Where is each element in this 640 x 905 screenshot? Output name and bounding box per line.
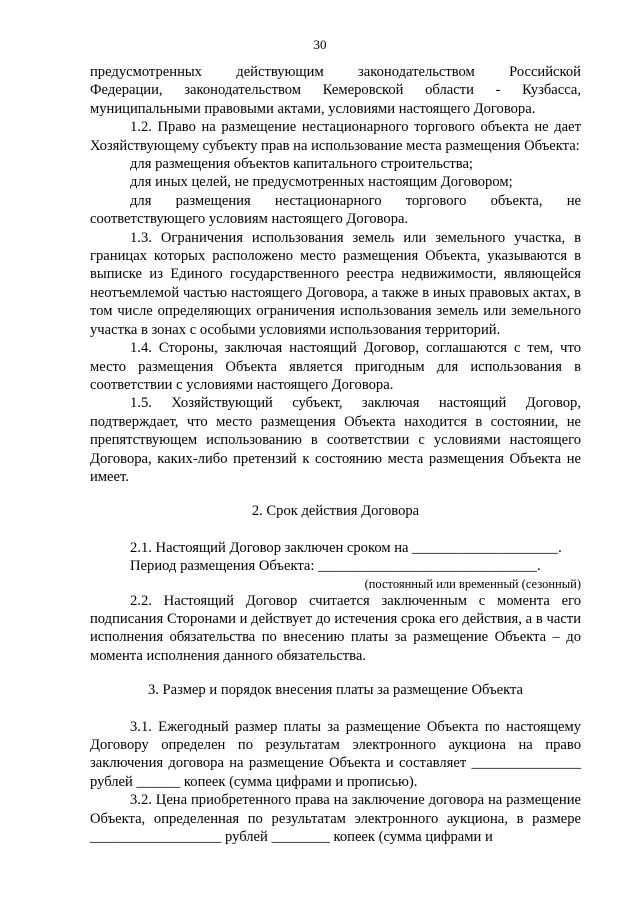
clause-2-1: 2.1. Настоящий Договор заключен сроком на ____________________.	[130, 539, 562, 556]
clause-2-2: 2.2. Настоящий Договор считается заключенным с момента его подписания Сторонами и действует до истечения срока его действия, а в части исполнения обязательства по внесению платы за размещение Объекта – до момента исполнения данного обязательства.	[90, 592, 581, 664]
clause-1-5: 1.5. Хозяйствующий субъект, заключая настоящий Договор, подтверждает, что место размещения Объекта находится в состоянии, не препятствующем использованию в соответствии с условиями настоящего Договора, каких-либо претензий к состоянию места размещения Объекта не имеет.	[90, 395, 581, 485]
page-number: 30	[313, 37, 327, 52]
section-3-heading: 3. Размер и порядок внесения платы за размещение Объекта	[147, 682, 524, 699]
section-2-heading: 2. Срок действия Договора	[251, 503, 420, 520]
clause-1-2: 1.2. Право на размещение нестационарного торгового объекта не дает Хозяйствующему субъекту прав на использование места размещения Объекта:	[90, 119, 581, 154]
clause-2-1-period: Период размещения Объекта: ______________________________.	[130, 558, 541, 575]
clause-1-2-item-a: для размещения объектов капитального строительства;	[130, 156, 473, 173]
clause-2-1-hint: (постоянный или временный (сезонный)	[364, 576, 581, 591]
clause-1-2-item-c: для размещения нестационарного торгового объекта, не соответствующего условиям настоящего Договора.	[90, 192, 581, 228]
clause-3-1: 3.1. Ежегодный размер платы за размещение Объекта по настоящему Договору определен по результатам электронного аукциона на право заключения договора на размещение Объекта и составляет _______________ рублей ______ копеек (сумма цифрами и прописью).	[90, 718, 581, 790]
clause-1-3: 1.3. Ограничения использования земель или земельного участка, в границах которых расположено место размещения Объекта, указываются в выписке из Единого государственного реестра недвижимости, являющейся неотъемлемой частью настоящего Договора, а также в иных правовых актах, в том числе определяющих ограничения использования земель или земельного участка в зонах с особыми условиями использования территорий.	[90, 229, 581, 338]
paragraph-continuation-line-3: муниципальными правовыми актами, условиями настоящего Договора.	[90, 100, 536, 117]
paragraph-continuation-line-2: Федерации, законодательством Кемеровской области - Кузбасса,	[90, 82, 581, 99]
paragraph-continuation-line-1: предусмотренных действующим законодательством Российской	[90, 64, 581, 80]
clause-1-2-item-b: для иных целей, не предусмотренных настоящим Договором;	[130, 174, 513, 191]
clause-1-4: 1.4. Стороны, заключая настоящий Договор, соглашаются с тем, что место размещения Объекта является пригодным для использования в соответствии с условиями настоящего Договора.	[90, 340, 581, 393]
document-body	[90, 63, 581, 846]
clause-3-2: 3.2. Цена приобретенного права на заключение договора на размещение Объекта, определенная по результатам электронного аукциона, в размере __________________ рублей ________ копеек (сумма цифрами и	[90, 792, 581, 846]
